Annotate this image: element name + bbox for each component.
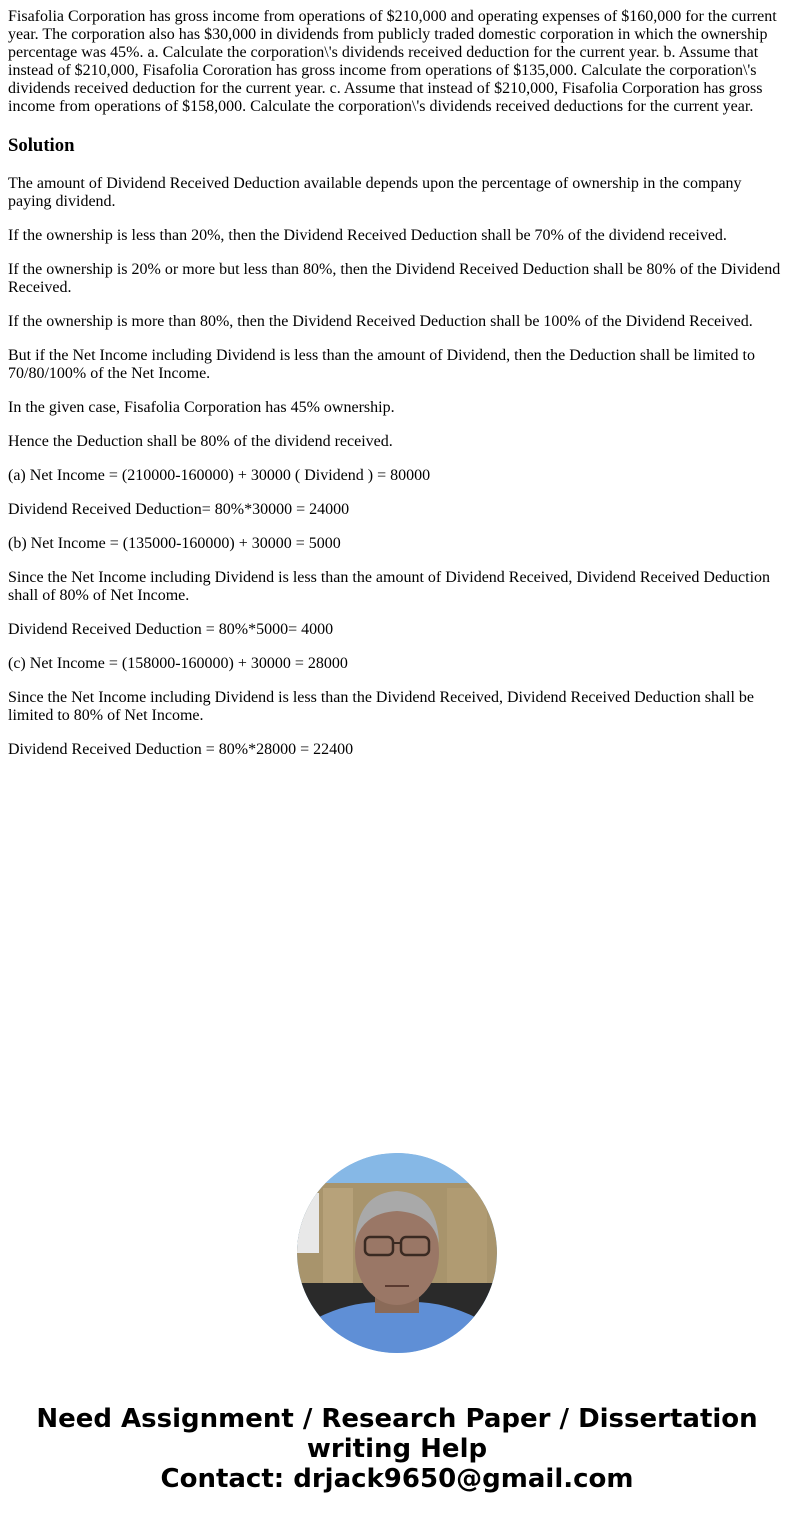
calc-line-a-deduction: Dividend Received Deduction= 80%*30000 = 24000 [8,501,350,518]
calc-line-b-net-income: (b) Net Income = (135000-160000) + 30000 = 5000 [8,535,341,552]
solution-heading: Solution [8,135,75,156]
portrait-icon [297,1153,497,1353]
calc-line-c-net-income: (c) Net Income = (158000-160000) + 30000 = 28000 [8,655,348,672]
help-offer-text: Need Assignment / Research Paper / Dissertation writing Help [36,1404,758,1464]
document-body [8,8,784,775]
contact-email: Contact: drjack9650@gmail.com [160,1464,634,1494]
solution-paragraph: The amount of Dividend Received Deduction available depends upon the percentage of ownership in the company paying dividend. [8,175,742,210]
solution-paragraph: Hence the Deduction shall be 80% of the dividend received. [8,433,393,450]
solution-paragraph: If the ownership is more than 80%, then the Dividend Received Deduction shall be 100% of the Dividend Received. [8,313,753,330]
solution-paragraph: Since the Net Income including Dividend is less than the amount of Dividend Received, Dividend Received Deduction shall of 80% of Net Income. [8,569,771,604]
calc-line-c-deduction: Dividend Received Deduction = 80%*28000 = 22400 [8,741,354,758]
solution-paragraph: Since the Net Income including Dividend is less than the Dividend Received, Dividend Received Deduction shall be limited to 80% of Net Income. [8,689,755,724]
question-text: Fisafolia Corporation has gross income from operations of $210,000 and operating expenses of $160,000 for the current year. The corporation also has $30,000 in dividends from publicly traded domestic corporation in which the ownership percentage was 45%. a. Calculate the corporation\'s dividends received deduction for the current year. b. Assume that instead of $210,000, Fisafolia Cororation has gross income from operations of $135,000. Calculate the corporation\'s dividends received deduction for the current year. c. Assume that instead of $210,000, Fisafolia Corporation has gross income from operations of $158,000. Calculate the corporation\'s dividends received deductions for the current year. [8,8,777,115]
solution-paragraph: In the given case, Fisafolia Corporation has 45% ownership. [8,399,395,416]
solution-paragraph: If the ownership is 20% or more but less than 80%, then the Dividend Received Deduction shall be 80% of the Dividend Received. [8,261,781,296]
calc-line-a-net-income: (a) Net Income = (210000-160000) + 30000 ( Dividend ) = 80000 [8,467,431,484]
contact-banner [0,1404,794,1494]
solution-paragraph: If the ownership is less than 20%, then the Dividend Received Deduction shall be 70% of the dividend received. [8,227,727,244]
calc-line-b-deduction: Dividend Received Deduction = 80%*5000= 4000 [8,621,334,638]
avatar [297,1153,497,1353]
solution-paragraph: But if the Net Income including Dividend is less than the amount of Dividend, then the Deduction shall be limited to 70/80/100% of the Net Income. [8,347,755,382]
